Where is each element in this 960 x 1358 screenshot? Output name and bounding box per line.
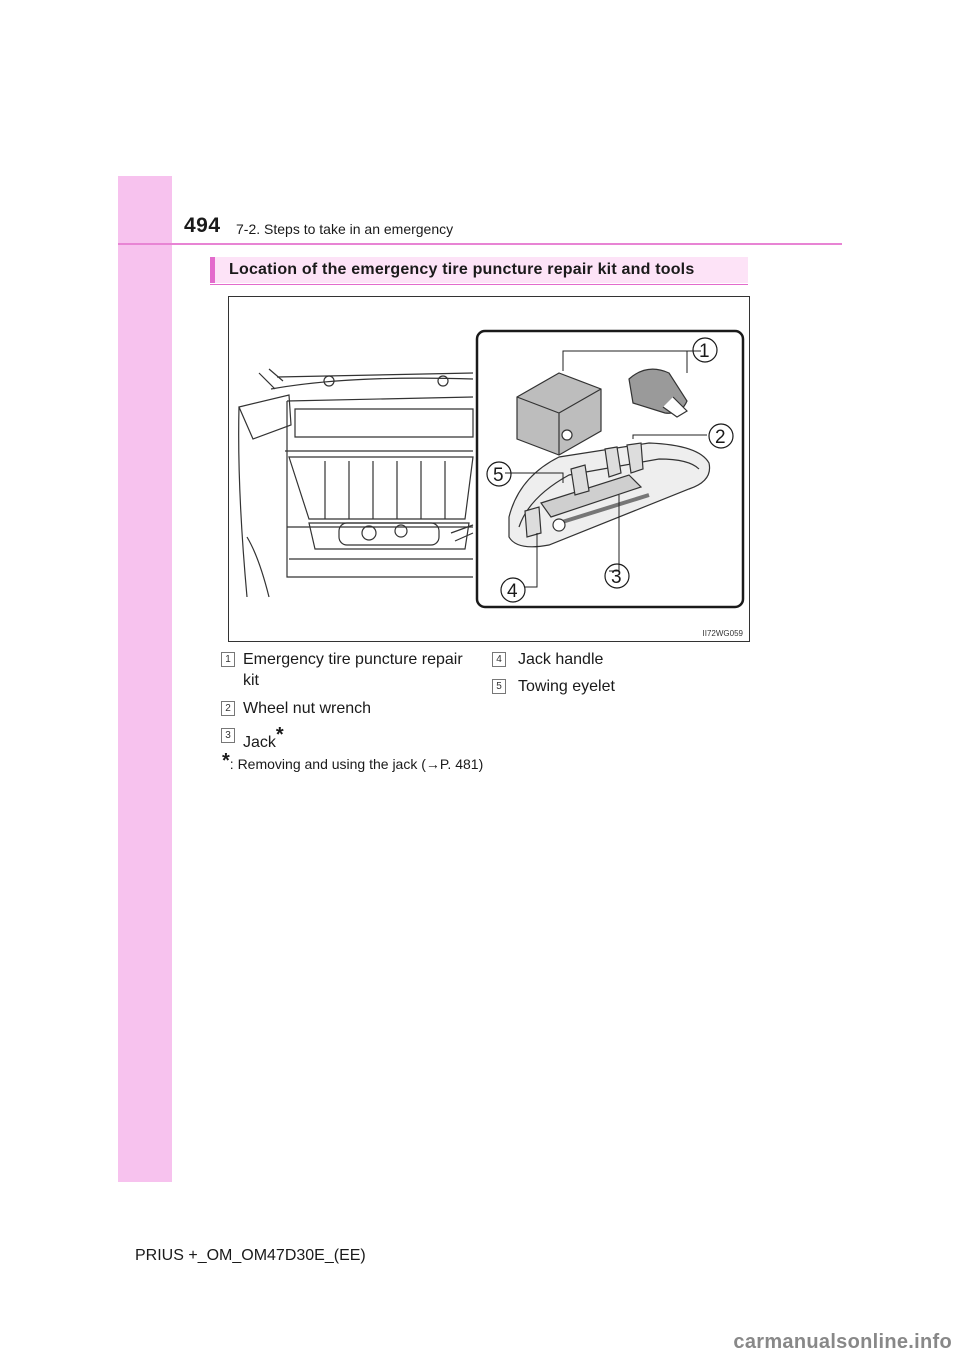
callout-3: 3	[611, 567, 622, 588]
section-title: 7-2. Steps to take in an emergency	[236, 221, 454, 237]
watermark-link[interactable]: carmanualsonline.info	[733, 1331, 952, 1353]
legend-item-1	[243, 649, 479, 691]
footnote-text: : Removing and using the jack (→P. 481)	[229, 756, 484, 772]
legend-number-1: 1	[221, 652, 235, 667]
legend-item-4: Jack handle	[518, 651, 604, 668]
footnote	[222, 750, 483, 773]
section-heading-text: Location of the emergency tire puncture repair kit and tools	[229, 261, 695, 278]
legend-item-1-line2: kit	[243, 672, 259, 689]
footnote-star: *	[222, 750, 230, 772]
callout-1: 1	[699, 341, 710, 362]
legend-number-3: 3	[221, 728, 235, 743]
legend-number-4: 4	[492, 652, 506, 667]
figure-kit-location	[228, 296, 750, 642]
legend-item-3	[243, 725, 284, 753]
figure-illustration	[229, 297, 749, 641]
figure-code: II72WG059	[702, 629, 743, 638]
side-tab-bar	[118, 176, 172, 1182]
legend-item-5: Towing eyelet	[518, 678, 615, 695]
heading-underline	[210, 284, 748, 285]
legend-item-1-line1: Emergency tire puncture repair	[243, 651, 463, 668]
footer-model-code: PRIUS +_OM_OM47D30E_(EE)	[135, 1247, 366, 1264]
page-number: 494	[184, 214, 221, 237]
section-heading	[210, 257, 748, 283]
legend-item-2: Wheel nut wrench	[243, 700, 372, 717]
callout-4: 4	[507, 581, 518, 602]
callout-2: 2	[715, 427, 726, 448]
legend-number-5: 5	[492, 679, 506, 694]
legend-number-2: 2	[221, 701, 235, 716]
legend-item-3-text: Jack	[243, 734, 276, 751]
callout-5: 5	[493, 465, 504, 486]
legend-item-3-star: *	[275, 724, 284, 746]
header-rule	[118, 243, 842, 245]
